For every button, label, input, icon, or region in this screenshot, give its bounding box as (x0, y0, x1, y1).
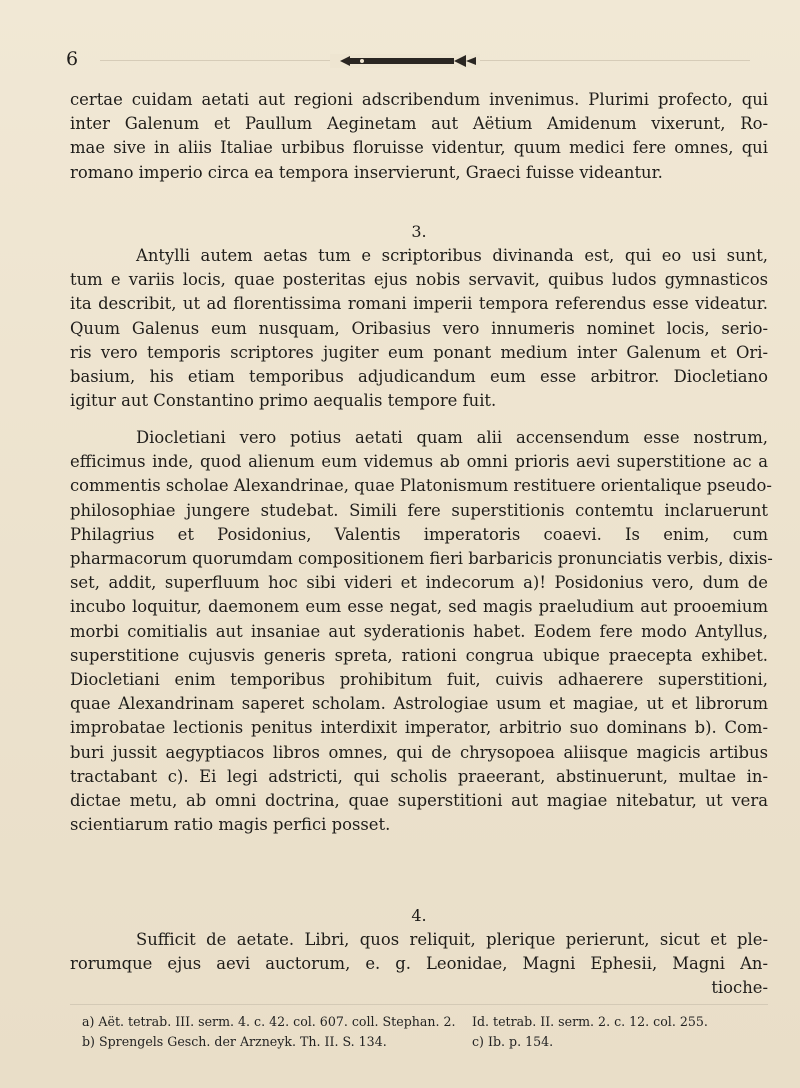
header-ornament-icon (330, 54, 480, 68)
text-line: Diocletiani enim temporibus prohibitum fuit, cuivis adhaerere superstitioni, (70, 670, 768, 690)
footnote-a: a) Aët. tetrab. III. serm. 4. c. 42. col. 607. coll. Stephan. 2. (82, 1014, 456, 1029)
text-line: romano imperio circa ea tempora inservierunt, Graeci fuisse videantur. (70, 162, 663, 182)
text-line: philosophiae jungere studebat. Simili fere superstitionis contemtu inclaruerunt (70, 500, 768, 520)
text-line: improbatae lectionis penitus interdixit imperator, arbitrio suo dominans b). Com- (70, 718, 768, 738)
text-line: Sufficit de aetate. Libri, quos reliquit, plerique perierunt, sicut et ple- (136, 930, 768, 949)
text-line: Quum Galenus eum nusquam, Oribasius vero innumeris nominet locis, serio- (70, 318, 768, 338)
paragraph-2 (70, 244, 768, 413)
text-line: tractabant c). Ei legi adstricti, qui scholis praeerant, abstinuerunt, multae in- (70, 766, 768, 786)
text-line: ris vero temporis scriptores jugiter eum ponant medium inter Galenum et Ori- (70, 342, 768, 362)
text-line: certae cuidam aetati aut regioni adscribendum invenimus. Plurimi profecto, qui (70, 90, 768, 109)
page-number: 6 (66, 48, 79, 70)
text-line: scientiarum ratio magis perfici posset. (70, 815, 391, 835)
text-line: set, addit, superfluum hoc sibi videri et indecorum a)! Posidonius vero, dum de (70, 573, 768, 593)
text-line: ita describit, ut ad florentissima romani imperii tempora referendus esse videatur. (70, 294, 768, 314)
paragraph-4 (70, 928, 768, 1001)
paragraph-3 (70, 426, 773, 837)
footnote-a-continued: Id. tetrab. II. serm. 2. c. 12. col. 255. (472, 1014, 708, 1029)
text-line: commentis scholae Alexandrinae, quae Platonismum restituere orientalique pseudo- (70, 476, 772, 496)
catchword: tioche- (711, 978, 768, 998)
text-line: Diocletiani vero potius aetati quam alii accensendum esse nostrum, (136, 428, 768, 447)
section-number-3: 3. (411, 222, 427, 241)
text-line: tum e variis locis, quae posteritas ejus nobis servavit, quibus ludos gymnasticos (70, 270, 768, 290)
footnote-divider (70, 1004, 768, 1005)
text-line: basium, his etiam temporibus adjudicandum eum esse arbitror. Diocletiano (70, 367, 768, 387)
text-line: igitur aut Constantino primo aequalis tempore fuit. (70, 391, 497, 411)
text-line: efficimus inde, quod alienum eum videmus ab omni prioris aevi superstitione ac a (70, 452, 768, 472)
text-line: incubo loquitur, daemonem eum esse negat, sed magis praeludium aut prooemium (70, 597, 768, 617)
section-number-4: 4. (411, 906, 427, 925)
text-line: morbi comitialis aut insaniae aut syderationis habet. Eodem fere modo Antyllus, (70, 621, 768, 641)
text-line: superstitione cujusvis generis spreta, rationi congrua ubique praecepta exhibet. (70, 645, 768, 665)
footnote-c: c) Ib. p. 154. (472, 1034, 554, 1049)
footnotes (82, 1012, 762, 1052)
text-line: inter Galenum et Paullum Aeginetam aut Aëtium Amidenum vixerunt, Ro- (70, 114, 768, 134)
text-line: buri jussit aegyptiacos libros omnes, qui de chrysopoea aliisque magicis artibus (70, 742, 768, 762)
text-line: mae sive in aliis Italiae urbibus floruisse videntur, quum medici fere omnes, qui (70, 138, 768, 158)
text-line: Philagrius et Posidonius, Valentis imperatoris coaevi. Is enim, cum (70, 524, 768, 544)
footnote-b: b) Sprengels Gesch. der Arzneyk. Th. II. S. 134. (82, 1034, 387, 1049)
text-line: rorumque ejus aevi auctorum, e. g. Leonidae, Magni Ephesii, Magni An- (70, 954, 768, 974)
paragraph-1 (70, 88, 768, 185)
page-header (0, 42, 800, 72)
text-line: Antylli autem aetas tum e scriptoribus divinanda est, qui eo usi sunt, (136, 246, 768, 265)
text-line: pharmacorum quorumdam compositionem fieri barbaricis pronunciatis verbis, dixis- (70, 549, 773, 569)
text-line: dictae metu, ab omni doctrina, quae superstitioni aut magiae nitebatur, ut vera (70, 791, 768, 811)
text-line: quae Alexandrinam saperet scholam. Astrologiae usum et magiae, ut et librorum (70, 694, 768, 714)
